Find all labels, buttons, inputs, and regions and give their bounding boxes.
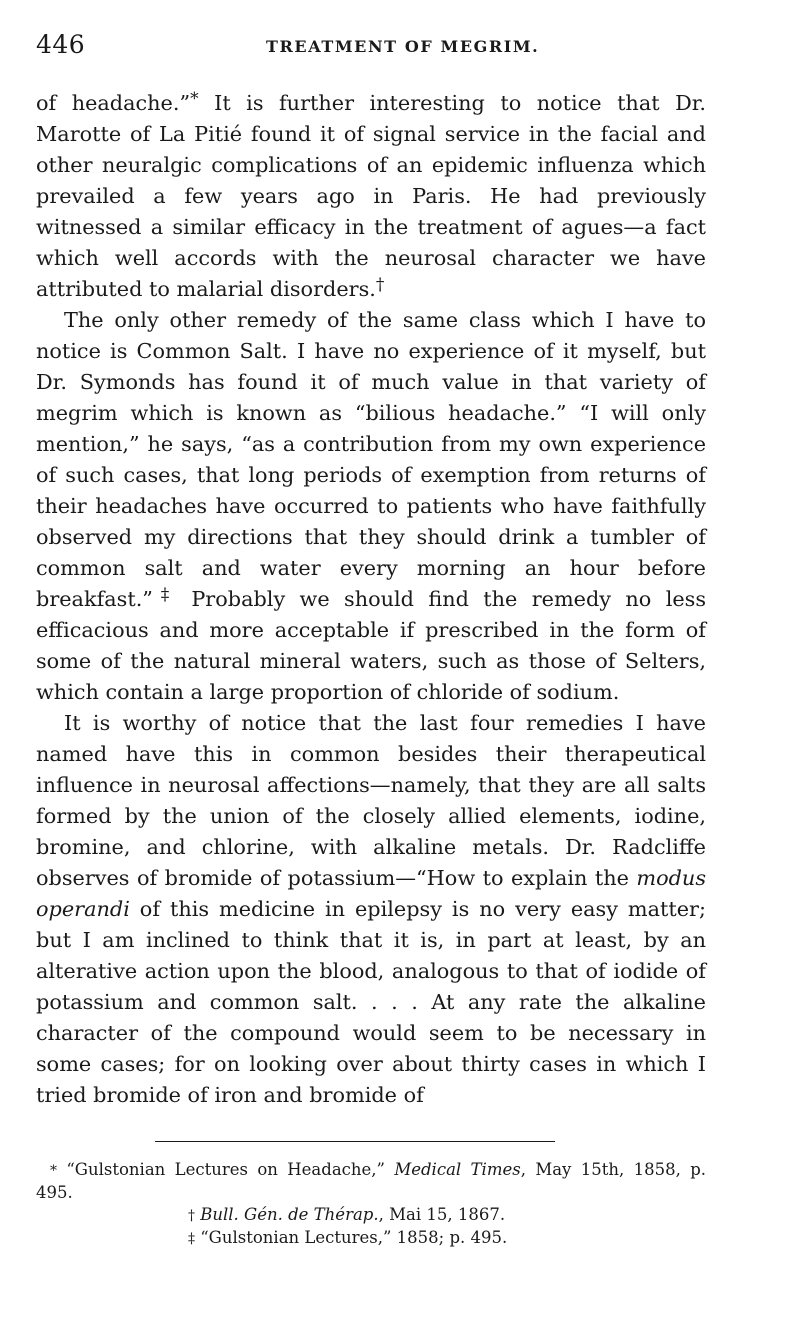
footnote-2-source: Bull. Gén. de Thérap.	[200, 1205, 379, 1224]
paragraph-1-text-a: of headache.”	[36, 91, 191, 115]
footnote-ref-dagger: †	[375, 275, 385, 296]
footnote-2-post: , Mai 15, 1867.	[378, 1205, 506, 1224]
page-header	[36, 30, 706, 66]
paragraph-3-text-a: It is worthy of notice that the last four remedies I have named have this in common besides their therapeutical influence in neurosal affections—namely, that they are all salts formed by the union of the closely allied elements, iodine, bromine, and chlorine, with alkaline metals. Dr. Radcliffe observes of bromide of potassium—“How to explain the	[36, 711, 706, 890]
footnote-ref-double-dagger: ‡	[152, 585, 177, 606]
paragraph-2	[36, 305, 706, 708]
paragraph-1	[36, 88, 706, 305]
footnote-3-pre: “Gulstonian Lectures,” 1858; p. 495.	[195, 1228, 508, 1247]
paragraph-1-text-b: It is further interesting to notice that Dr. Marotte of La Pitié found it of signal service in the facial and other neuralgic complications of an epidemic influenza which prevailed a few years ago in Paris. He had previously witnessed a similar efficacy in the treatment of agues—a fact which well accords with the neurosal character we have attributed to malarial disorders.	[36, 91, 707, 301]
paragraph-2-text-b: Probably we should find the remedy no less efficacious and more acceptable if prescribed in the form of some of the natural mineral waters, such as those of Selters, which contain a large proportion of chloride of sodium.	[36, 587, 706, 704]
footnote-ref-asterisk: *	[190, 89, 199, 110]
page-number: 446	[36, 30, 86, 59]
footnote-1	[36, 1159, 706, 1204]
footnote-3-mark: ‡	[188, 1231, 195, 1247]
footnote-1-post: , May 15th, 1858, p. 495.	[36, 1160, 707, 1202]
paragraph-3-text-b: of this medicine in epilepsy is no very easy matter; but I am inclined to think that it is, in part at least, by an alterative action upon the blood, analogous to that of iodide of potassium and common salt. . . . At any rate the alkaline character of the compound would seem to be necessary in some cases; for on looking over about thirty cases in which I tried bromide of iron and bromide of	[36, 897, 706, 1107]
running-title: TREATMENT OF MEGRIM.	[266, 37, 540, 56]
footnote-2-mark: †	[188, 1208, 195, 1224]
paragraph-3-italic: modus operandi	[36, 866, 706, 921]
footnotes	[36, 1159, 706, 1250]
footnote-3	[36, 1227, 706, 1250]
footnote-rule	[155, 1141, 555, 1142]
footnote-1-mark: *	[50, 1163, 57, 1179]
paragraph-2-text-a: The only other remedy of the same class which I have to notice is Common Salt. I have no experience of it myself, but Dr. Symonds has found it of much value in that variety of megrim which is known as “bilious headache.” “I will only mention,” he says, “as a contribution from my own experience of such cases, that long periods of exemption from returns of their headaches have occurred to patients who have faithfully observed my directions that they should drink a tumbler of common salt and water every morning an hour before breakfast.”	[36, 308, 706, 611]
paragraph-3	[36, 708, 706, 1111]
footnote-1-source: Medical Times	[394, 1160, 521, 1179]
footnote-1-pre: “Gulstonian Lectures on Headache,”	[57, 1160, 395, 1179]
body-text	[36, 88, 706, 1111]
footnote-2	[36, 1204, 706, 1227]
